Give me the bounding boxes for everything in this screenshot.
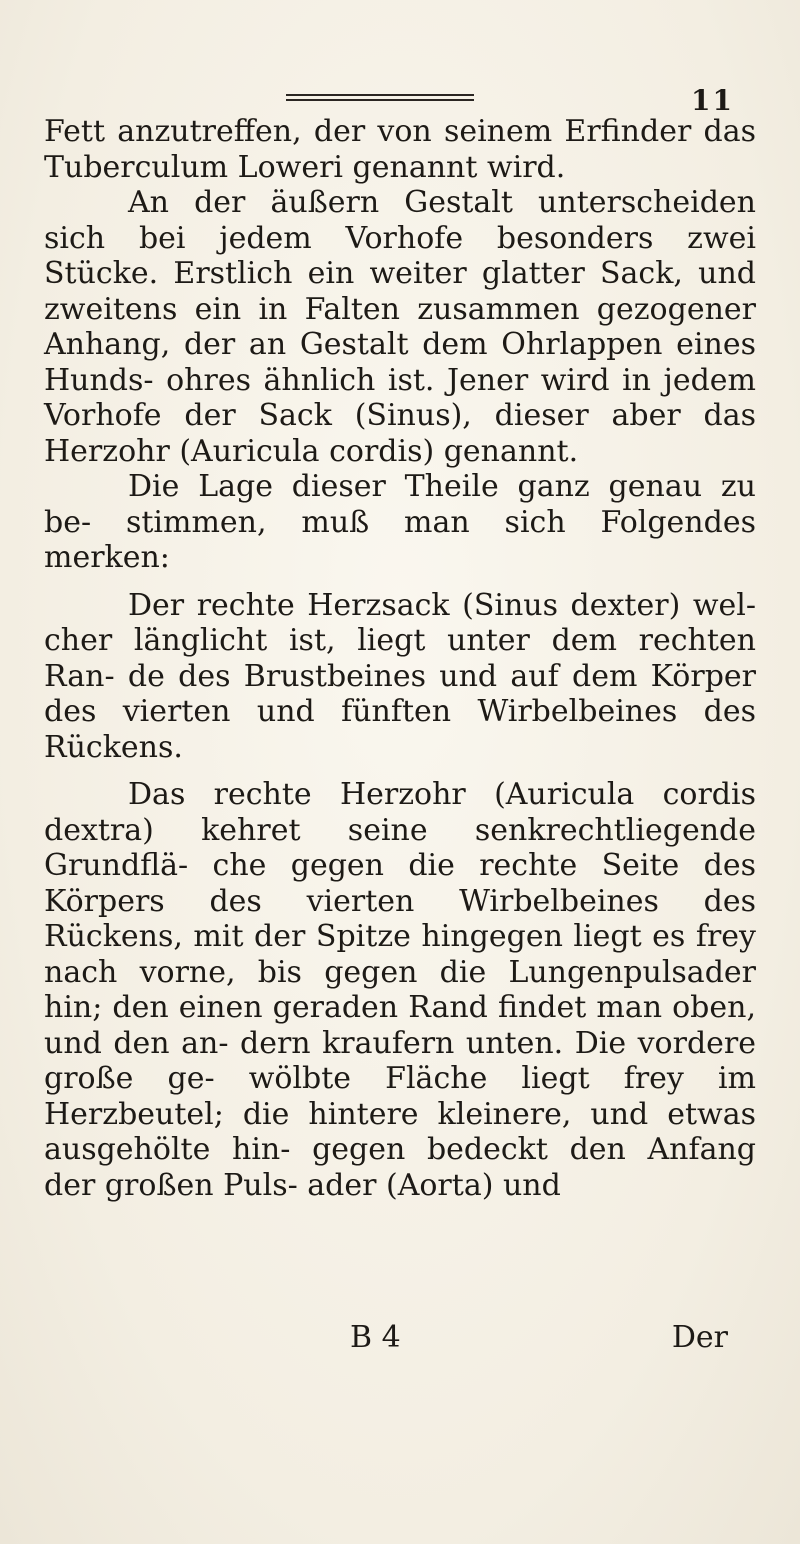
catchword: Der — [671, 1320, 728, 1355]
text-line: vierten Wirbelbeines des Rückens, mit der — [44, 883, 756, 954]
text-line: ohres ähnlich ist. Jener wird in jedem — [166, 362, 756, 398]
paragraph-1 — [44, 114, 756, 185]
text-line: An der äußern Gestalt unterscheiden sich — [44, 185, 756, 256]
text-line: Die Lage dieser Theile ganz genau zu be- — [44, 469, 756, 540]
paragraph-2 — [44, 185, 756, 469]
paragraph-5 — [44, 777, 756, 1203]
text-line: hintere kleinere, und etwas ausgehölte hin- — [44, 1096, 756, 1167]
text-line: bei jedem Vorhofe besonders zwei Stücke. — [44, 220, 756, 291]
text-line: Erstlich ein weiter glatter Sack, und zweitens — [44, 256, 756, 327]
header-rule — [286, 94, 474, 102]
text-line: Fett anzutreffen, der von seinem Erfinder das — [44, 114, 756, 149]
text-line: ein in Falten zusammen gezogener Anhang, — [44, 291, 756, 362]
text-line: Der rechte Herzsack (Sinus dexter) wel- — [128, 587, 756, 623]
text-line: dextra) kehret seine senkrechtliegende Grundflä- — [44, 812, 756, 883]
text-line: Herzohr (Auricula cordis) genannt. — [44, 433, 579, 469]
body-text — [44, 114, 756, 1203]
text-line: geraden Rand findet man oben, und den an- — [44, 990, 756, 1061]
text-line: dern kraufern unten. Die vordere große ge- — [44, 1025, 756, 1096]
paragraph-4 — [44, 588, 756, 766]
page-footer — [0, 1320, 800, 1360]
text-line: vierten und fünften Wirbelbeines des Rückens. — [44, 694, 756, 765]
text-line: Vorhofe der Sack (Sinus), dieser aber das — [44, 398, 756, 433]
text-line: cher länglicht ist, liegt unter dem rechten Ran- — [44, 623, 756, 694]
text-line: Tuberculum Loweri genannt wird. — [44, 149, 566, 185]
paragraph-3 — [44, 469, 756, 576]
text-line: der an Gestalt dem Ohrlappen eines Hunds- — [44, 327, 756, 398]
signature-mark: B 4 — [350, 1320, 401, 1355]
text-line: ader (Aorta) und — [307, 1167, 561, 1203]
page-number: 11 — [691, 84, 734, 117]
text-line: wölbte Fläche liegt frey im Herzbeutel; die — [44, 1061, 757, 1132]
text-line: gegen die Lungenpulsader hin; den einen — [44, 954, 756, 1025]
text-line: che gegen die rechte Seite des Körpers des — [44, 848, 756, 919]
text-line: Das rechte Herzohr (Auricula cordis — [128, 777, 756, 812]
text-line: de des Brustbeines und auf dem Körper des — [44, 658, 756, 729]
text-line: stimmen, muß man sich Folgendes merken: — [44, 504, 756, 575]
text-line: gegen bedeckt den Anfang der großen Puls- — [44, 1132, 757, 1203]
text-line: Spitze hingegen liegt es frey nach vorne, bis — [44, 919, 756, 990]
